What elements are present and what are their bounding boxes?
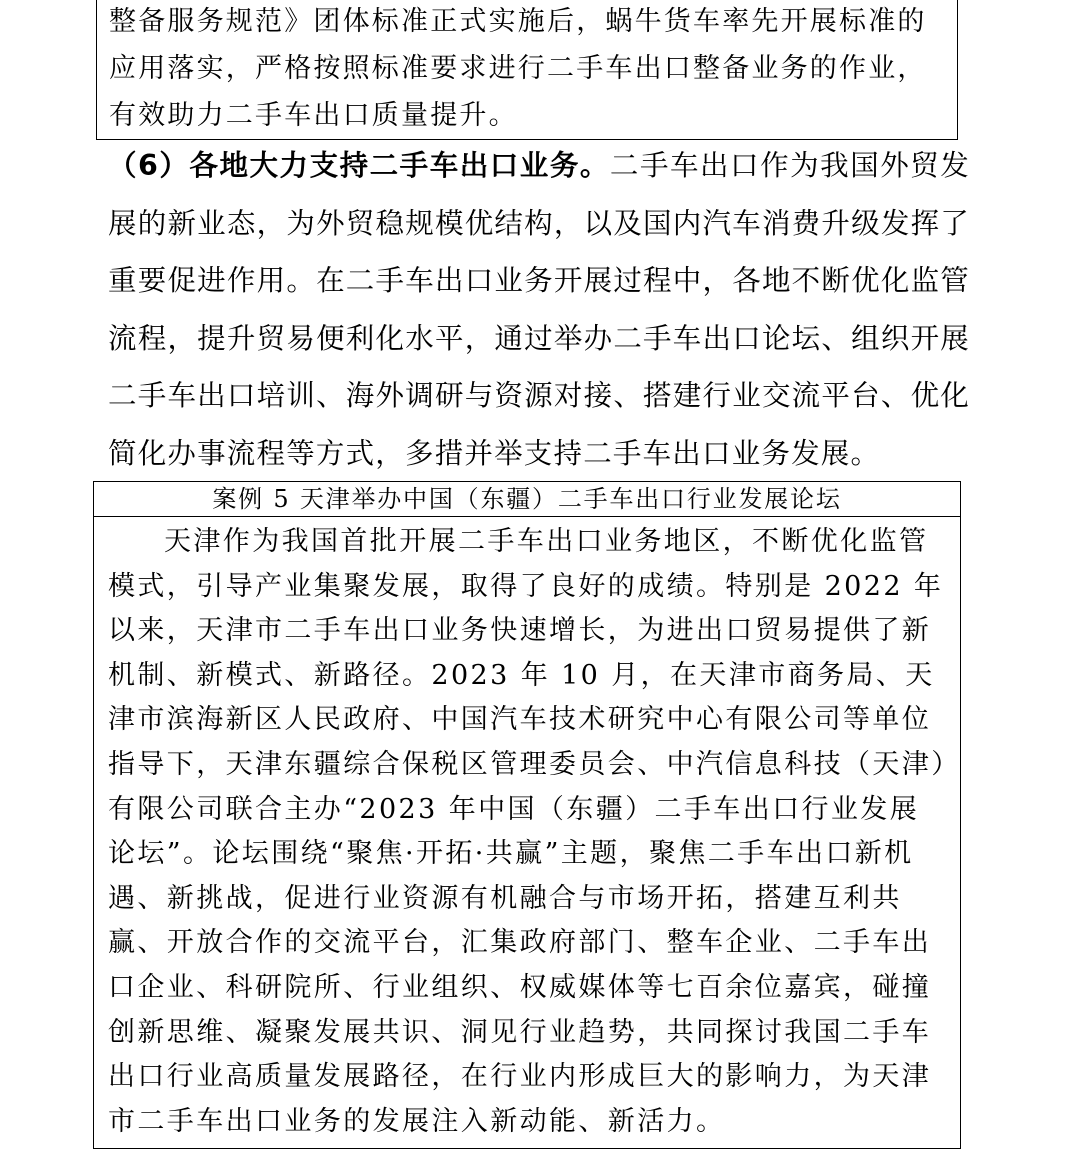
case-5-text: 天津作为我国首批开展二手车出口业务地区，不断优化监管模式，引导产业集聚发展，取得了良好的成绩。特别是 2022 年以来，天津市二手车出口业务快速增长，为进出口贸易提供了新机制、新模式、新路径。2023 年 10 月，在天津市商务局、天津市滨海新区人民政府、中国汽车技术研究中心有限公司等单位指导下，天津东疆综合保税区管理委员会、中汽信息科技（天津）有限公司联合主办“2023 年中国（东疆）二手车出口行业发展论坛”。论坛围绕“聚焦·开拓·共赢”主题，聚焦二手车出口新机遇、新挑战，促进行业资源有机融合与市场开拓，搭建互利共赢、开放合作的交流平台，汇集政府部门、整车企业、二手车出口企业、科研院所、行业组织、权威媒体等七百余位嘉宾，碰撞创新思维、凝聚发展共识、洞见行业趋势，共同探讨我国二手车出口行业高质量发展路径，在行业内形成巨大的影响力，为天津市二手车出口业务的发展注入新动能、新活力。 xyxy=(108,526,948,1137)
case-box-continuation-text: 整备服务规范》团体标准正式实施后，蜗牛货车率先开展标准的应用落实，严格按照标准要求进行二手车出口整备业务的作业，有效助力二手车出口质量提升。 xyxy=(109,6,927,131)
section-6-body: 二手车出口作为我国外贸发展的新业态，为外贸稳规模优结构，以及国内汽车消费升级发挥了重要促进作用。在二手车出口业务开展过程中，各地不断优化监管流程，提升贸易便利化水平，通过举办二手车出口论坛、组织开展二手车出口培训、海外调研与资源对接、搭建行业交流平台、优化简化办事流程等方式，多措并举支持二手车出口业务发展。 xyxy=(108,149,970,470)
section-6-heading: （6）各地大力支持二手车出口业务。 xyxy=(108,149,610,182)
case-5-box xyxy=(93,481,961,1149)
section-6-paragraph xyxy=(108,137,970,482)
case-5-title: 案例 5 天津举办中国（东疆）二手车出口行业发展论坛 xyxy=(94,482,960,517)
case-box-continuation xyxy=(96,0,958,140)
